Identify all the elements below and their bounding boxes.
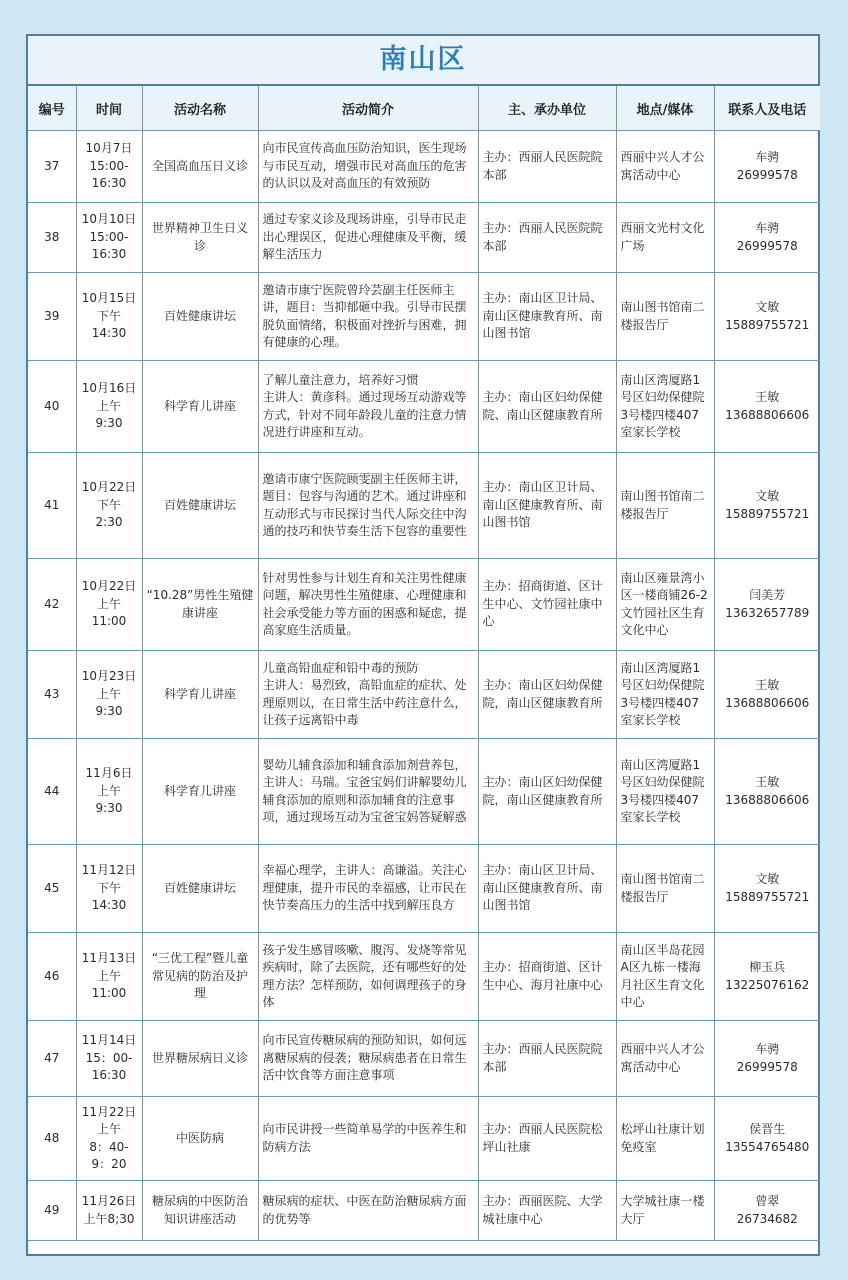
row-activity-intro: 糖尿病的症状、中医在防治糖尿病方面的优势等 bbox=[258, 1181, 478, 1241]
row-number: 44 bbox=[28, 739, 76, 845]
row-contact: 车骋 26999578 bbox=[714, 131, 820, 203]
table-row bbox=[28, 845, 820, 933]
row-time: 11月14日 15：00- 16:30 bbox=[76, 1021, 142, 1097]
header-location: 地点/媒体 bbox=[616, 86, 714, 131]
row-activity-intro: 针对男性参与计划生育和关注男性健康问题，解决男性生殖健康、心理健康和社会承受能力等方面的困惑和疑虑，提高家庭生活质量。 bbox=[258, 559, 478, 651]
row-organizer: 主办：招商街道、区计生中心、海月社康中心 bbox=[478, 933, 616, 1021]
row-location: 南山区雍景湾小区一楼商铺26-2文竹园社区生育文化中心 bbox=[616, 559, 714, 651]
row-activity-name: 全国高血压日义诊 bbox=[142, 131, 258, 203]
row-time: 11月22日 上午 8：40- 9：20 bbox=[76, 1097, 142, 1181]
row-number: 45 bbox=[28, 845, 76, 933]
table-row bbox=[28, 131, 820, 203]
row-number: 49 bbox=[28, 1181, 76, 1241]
row-activity-name: 百姓健康讲坛 bbox=[142, 273, 258, 361]
row-organizer: 主办：西丽医院、大学城社康中心 bbox=[478, 1181, 616, 1241]
row-organizer: 主办：西丽人民医院松坪山社康 bbox=[478, 1097, 616, 1181]
row-time: 10月7日 15:00- 16:30 bbox=[76, 131, 142, 203]
header-activity-name: 活动名称 bbox=[142, 86, 258, 131]
row-location: 南山区半岛花园A区九栋一楼海月社区生育文化中心 bbox=[616, 933, 714, 1021]
row-contact: 王敏 13688806606 bbox=[714, 361, 820, 453]
row-activity-intro: 通过专家义诊及现场讲座，引导市民走出心理误区，促进心理健康及平衡，缓解生活压力 bbox=[258, 203, 478, 273]
row-activity-intro: 邀请市康宁医院顾雯副主任医师主讲，题目：包容与沟通的艺术。通过讲座和互动形式与市民探讨当代人际交往中沟通的技巧和快节奏生活下包容的重要性 bbox=[258, 453, 478, 559]
row-activity-intro: 向市民宣传高血压防治知识，医生现场与市民互动，增强市民对高血压的危害的认识以及对高血压的有效预防 bbox=[258, 131, 478, 203]
row-number: 46 bbox=[28, 933, 76, 1021]
row-activity-intro: 儿童高铅血症和铅中毒的预防 主讲人：易烈致，高铅血症的症状、处理原则以，在日常生活中药注意什么，让孩子远离铅中毒 bbox=[258, 651, 478, 739]
table-row bbox=[28, 1021, 820, 1097]
row-contact: 文敏 15889755721 bbox=[714, 453, 820, 559]
row-contact: 文敏 15889755721 bbox=[714, 273, 820, 361]
table-row bbox=[28, 1181, 820, 1241]
row-number: 48 bbox=[28, 1097, 76, 1181]
row-location: 大学城社康一楼大厅 bbox=[616, 1181, 714, 1241]
activity-table bbox=[28, 86, 820, 1241]
row-activity-name: 百姓健康讲坛 bbox=[142, 845, 258, 933]
table-row bbox=[28, 361, 820, 453]
table-row bbox=[28, 453, 820, 559]
row-location: 南山图书馆南二楼报告厅 bbox=[616, 845, 714, 933]
row-organizer: 主办：南山区妇幼保健院、南山区健康教育所 bbox=[478, 361, 616, 453]
row-contact: 车骋 26999578 bbox=[714, 1021, 820, 1097]
row-location: 南山区湾厦路1号区妇幼保健院3号楼四楼407室家长学校 bbox=[616, 651, 714, 739]
table-row bbox=[28, 1097, 820, 1181]
row-number: 38 bbox=[28, 203, 76, 273]
row-time: 10月23日 上午 9:30 bbox=[76, 651, 142, 739]
row-activity-intro: 了解儿童注意力，培养好习惯 主讲人：黄彦科。通过现场互动游戏等方式，针对不同年龄段儿童的注意力情况进行讲座和互动。 bbox=[258, 361, 478, 453]
schedule-sheet bbox=[26, 34, 820, 1256]
row-time: 10月16日 上午 9:30 bbox=[76, 361, 142, 453]
row-organizer: 主办：南山区卫计局、南山区健康教育所、南山图书馆 bbox=[478, 845, 616, 933]
row-location: 西丽中兴人才公寓活动中心 bbox=[616, 131, 714, 203]
row-number: 40 bbox=[28, 361, 76, 453]
row-activity-intro: 孩子发生感冒咳嗽、腹泻、发烧等常见疾病时，除了去医院，还有哪些好的处理方法？怎样预防，如何调理孩子的身体 bbox=[258, 933, 478, 1021]
header-row bbox=[28, 86, 820, 131]
row-time: 10月15日 下午 14:30 bbox=[76, 273, 142, 361]
row-location: 西丽文光村文化广场 bbox=[616, 203, 714, 273]
row-number: 39 bbox=[28, 273, 76, 361]
row-organizer: 主办：西丽人民医院院本部 bbox=[478, 1021, 616, 1097]
row-contact: 侯晋生 13554765480 bbox=[714, 1097, 820, 1181]
table-row bbox=[28, 203, 820, 273]
row-location: 西丽中兴人才公寓活动中心 bbox=[616, 1021, 714, 1097]
row-activity-name: “三优工程”暨儿童常见病的防治及护理 bbox=[142, 933, 258, 1021]
row-activity-intro: 婴幼儿辅食添加和辅食添加剂营养包，主讲人：马瑞。宝爸宝妈们讲解婴幼儿辅食添加的原则和添加辅食的注意事项，通过现场互动为宝爸宝妈答疑解惑 bbox=[258, 739, 478, 845]
row-activity-name: 世界精神卫生日义诊 bbox=[142, 203, 258, 273]
row-organizer: 主办：南山区卫计局、南山区健康教育所、南山图书馆 bbox=[478, 273, 616, 361]
row-time: 11月12日 下午 14:30 bbox=[76, 845, 142, 933]
row-number: 42 bbox=[28, 559, 76, 651]
row-organizer: 主办：西丽人民医院院本部 bbox=[478, 131, 616, 203]
row-activity-intro: 向市民讲授一些简单易学的中医养生和防病方法 bbox=[258, 1097, 478, 1181]
row-time: 10月22日 下午 2:30 bbox=[76, 453, 142, 559]
header-organizer: 主、承办单位 bbox=[478, 86, 616, 131]
table-row bbox=[28, 559, 820, 651]
header-number: 编号 bbox=[28, 86, 76, 131]
row-time: 11月26日 上午8;30 bbox=[76, 1181, 142, 1241]
row-activity-name: 世界糖尿病日义诊 bbox=[142, 1021, 258, 1097]
table-row bbox=[28, 651, 820, 739]
row-activity-name: 科学育儿讲座 bbox=[142, 739, 258, 845]
row-activity-name: 中医防病 bbox=[142, 1097, 258, 1181]
row-organizer: 主办：西丽人民医院院本部 bbox=[478, 203, 616, 273]
row-activity-name: 科学育儿讲座 bbox=[142, 651, 258, 739]
row-number: 41 bbox=[28, 453, 76, 559]
header-time: 时间 bbox=[76, 86, 142, 131]
row-activity-name: 科学育儿讲座 bbox=[142, 361, 258, 453]
row-location: 南山区湾厦路1号区妇幼保健院3号楼四楼407室家长学校 bbox=[616, 739, 714, 845]
table-row bbox=[28, 739, 820, 845]
row-time: 10月22日 上午 11:00 bbox=[76, 559, 142, 651]
table-row bbox=[28, 273, 820, 361]
row-time: 10月10日 15:00- 16:30 bbox=[76, 203, 142, 273]
row-location: 南山图书馆南二楼报告厅 bbox=[616, 453, 714, 559]
table-row bbox=[28, 933, 820, 1021]
row-time: 11月6日 上午 9:30 bbox=[76, 739, 142, 845]
row-activity-name: 百姓健康讲坛 bbox=[142, 453, 258, 559]
district-title: 南山区 bbox=[28, 36, 818, 86]
header-contact: 联系人及电话 bbox=[714, 86, 820, 131]
row-time: 11月13日 上午 11:00 bbox=[76, 933, 142, 1021]
row-contact: 文敏 15889755721 bbox=[714, 845, 820, 933]
row-activity-name: 糖尿病的中医防治知识讲座活动 bbox=[142, 1181, 258, 1241]
row-activity-intro: 邀请市康宁医院曾玲芸副主任医师主讲，题目：当抑郁砸中我。引导市民摆脱负面情绪，积极面对挫折与困难，拥有健康的心理。 bbox=[258, 273, 478, 361]
row-organizer: 主办：南山区妇幼保健院，南山区健康教育所 bbox=[478, 651, 616, 739]
row-number: 37 bbox=[28, 131, 76, 203]
row-organizer: 主办：南山区妇幼保健院，南山区健康教育所 bbox=[478, 739, 616, 845]
row-number: 47 bbox=[28, 1021, 76, 1097]
row-contact: 闫美芳 13632657789 bbox=[714, 559, 820, 651]
row-activity-name: “10.28”男性生殖健康讲座 bbox=[142, 559, 258, 651]
row-activity-intro: 幸福心理学，主讲人：高谦溢。关注心理健康，提升市民的幸福感，让市民在快节奏高压力的生活中找到解压良方 bbox=[258, 845, 478, 933]
row-number: 43 bbox=[28, 651, 76, 739]
row-location: 南山图书馆南二楼报告厅 bbox=[616, 273, 714, 361]
row-contact: 王敏 13688806606 bbox=[714, 651, 820, 739]
row-contact: 柳玉兵 13225076162 bbox=[714, 933, 820, 1021]
header-activity-intro: 活动简介 bbox=[258, 86, 478, 131]
row-organizer: 主办：南山区卫计局、南山区健康教育所、南山图书馆 bbox=[478, 453, 616, 559]
row-activity-intro: 向市民宣传糖尿病的预防知识，如何远离糖尿病的侵袭；糖尿病患者在日常生活中饮食等方面注意事项 bbox=[258, 1021, 478, 1097]
row-location: 松坪山社康计划免疫室 bbox=[616, 1097, 714, 1181]
row-contact: 王敏 13688806606 bbox=[714, 739, 820, 845]
row-organizer: 主办：招商街道、区计生中心、文竹园社康中心 bbox=[478, 559, 616, 651]
row-contact: 车骋 26999578 bbox=[714, 203, 820, 273]
row-contact: 曾翠 26734682 bbox=[714, 1181, 820, 1241]
row-location: 南山区湾厦路1号区妇幼保健院3号楼四楼407室家长学校 bbox=[616, 361, 714, 453]
